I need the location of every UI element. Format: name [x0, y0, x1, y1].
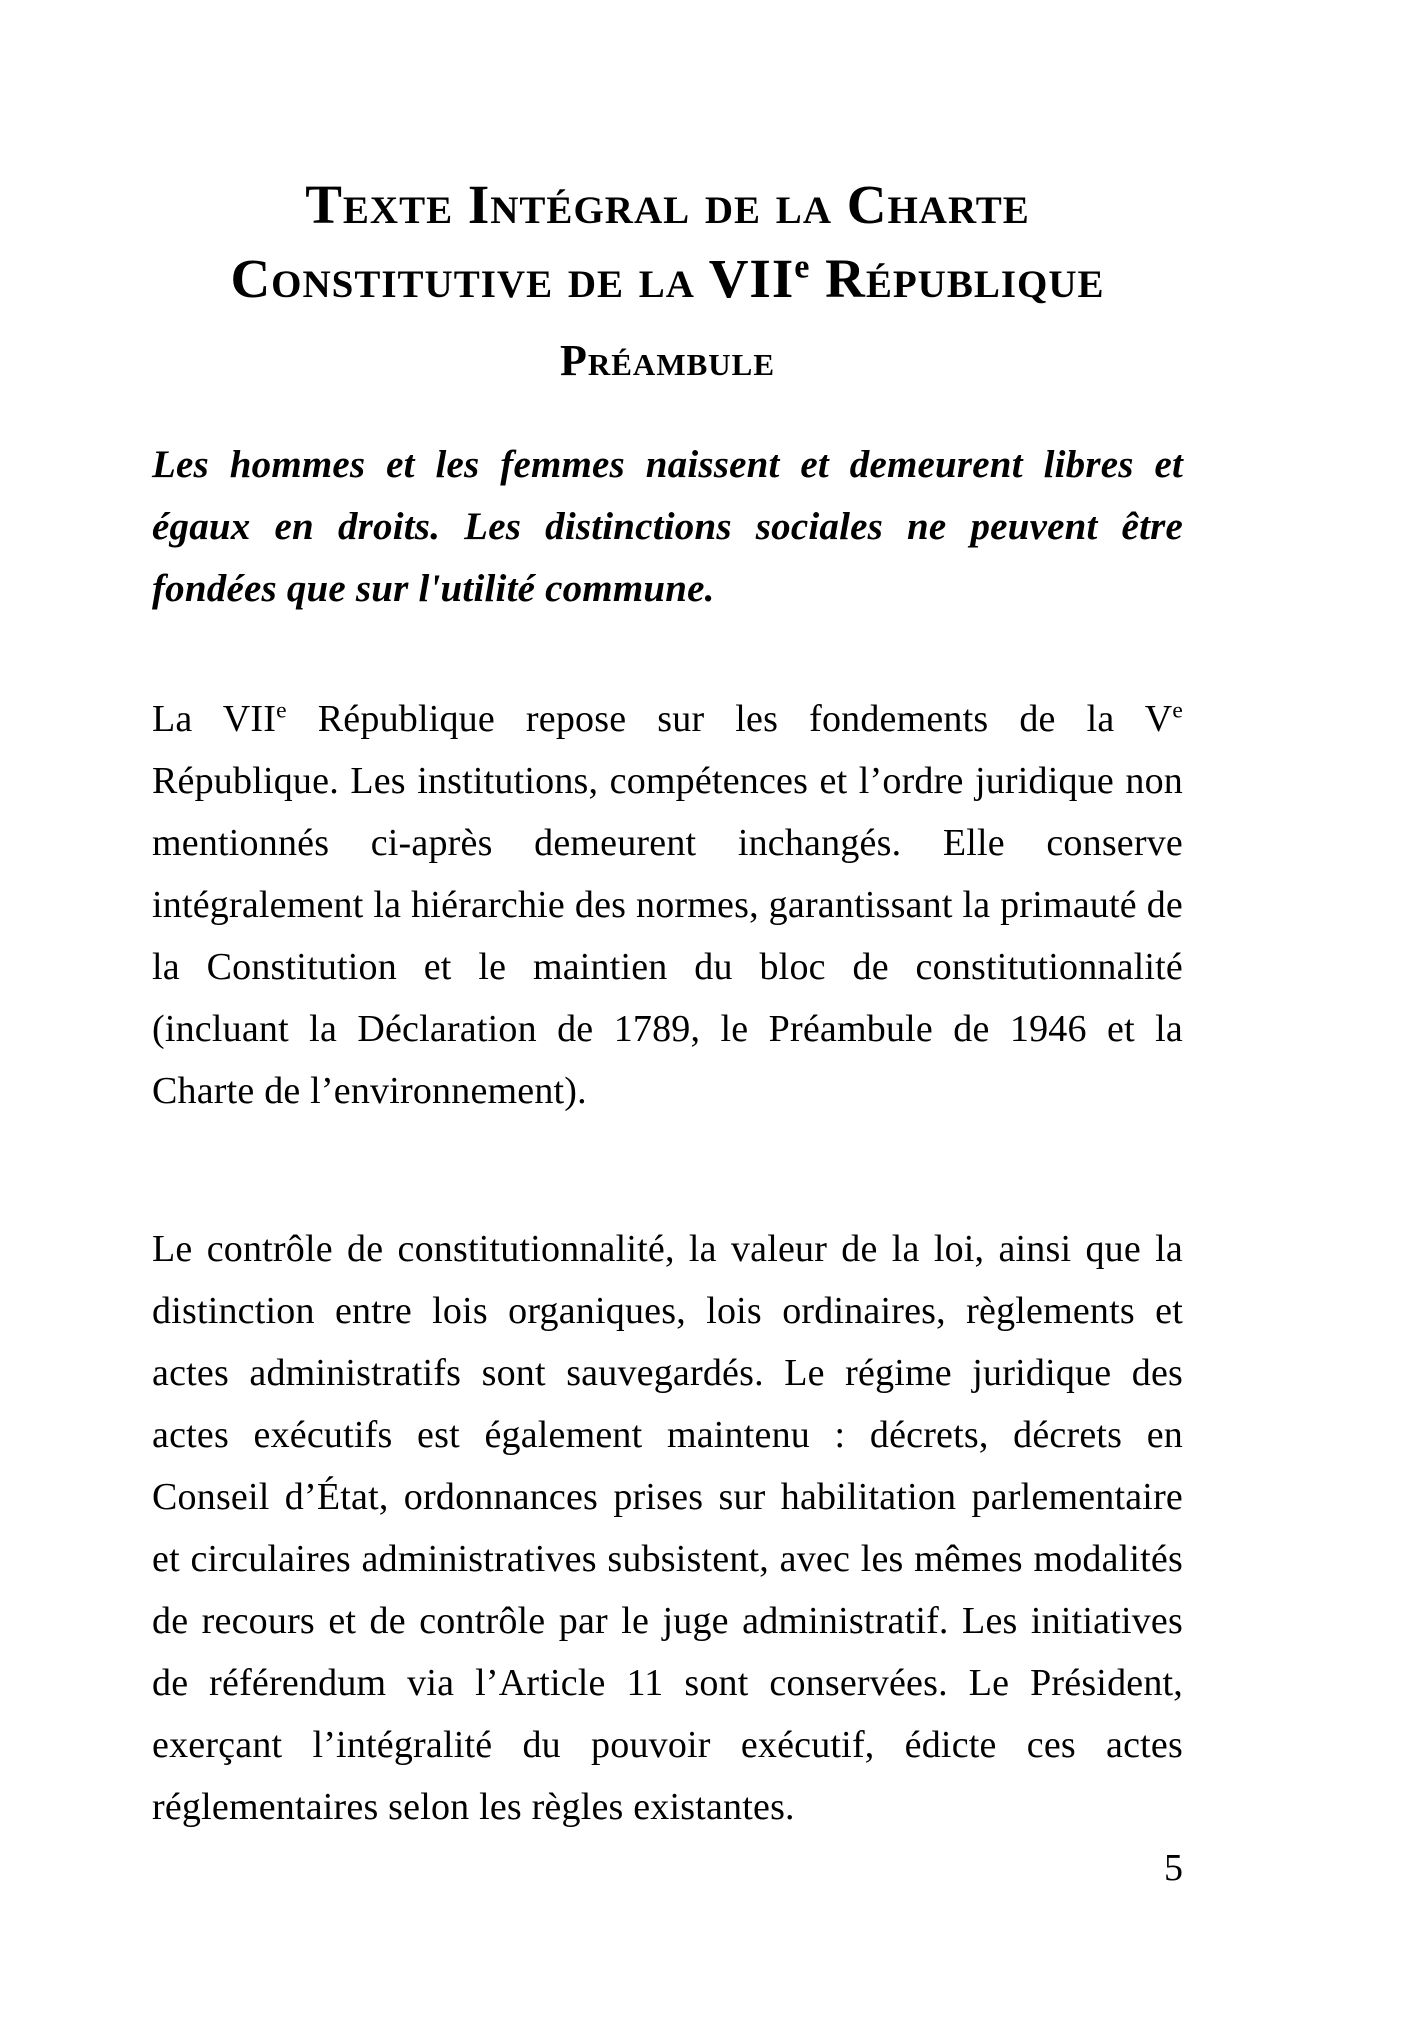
text-run: La VII	[152, 698, 277, 740]
text-block	[152, 0, 1183, 1838]
text-run: République	[810, 248, 1105, 309]
ordinal-superscript: e	[794, 248, 811, 286]
text-run: République. Les institutions, compétences et l’ordre juridique non mentionnés ci-après demeurent inchangés. Elle conserve intégralement la hiérarchie des normes, garantissant la primauté de la Constitution et le maintien du bloc de constitutionnalité (incluant la Déclaration de 1789, le Préambule de 1946 et la Charte de l’environnement).	[152, 760, 1183, 1112]
preamble-quote: Les hommes et les femmes naissent et demeurent libres et égaux en droits. Les distinctions sociales ne peuvent être fondées que sur l'utilité commune.	[152, 443, 1183, 610]
document-title	[152, 168, 1183, 316]
body-paragraph-1	[152, 688, 1183, 1122]
title-line-2	[152, 242, 1183, 316]
text-run: République repose sur les fondements de la V	[286, 698, 1173, 740]
ordinal-superscript: e	[1172, 697, 1184, 724]
ordinal-superscript: e	[276, 697, 287, 724]
page-number: 5	[1164, 1847, 1183, 1889]
section-heading-preambule: Préambule	[559, 336, 775, 385]
text-run: Texte Intégral de la Charte	[305, 174, 1030, 235]
title-line-1	[152, 168, 1183, 242]
body-paragraph-2	[152, 1218, 1183, 1838]
text-run: Constitutive de la VII	[230, 248, 795, 309]
text-run: Le contrôle de constitutionnalité, la valeur de la loi, ainsi que la distinction entre lois organiques, lois ordinaires, règlements et actes administratifs sont sauvegardés. Le régime juridique des actes exécutifs est également maintenu : décrets, décrets en Conseil d’État, ordonnances prises sur habilitation parlementaire et circulaires administratives subsistent, avec les mêmes modalités de recours et de contrôle par le juge administratif. Les initiatives de référendum via l’Article 11 sont conservées. Le Président, exerçant l’intégralité du pouvoir exécutif, édicte ces actes réglementaires selon les règles existantes.	[152, 1228, 1183, 1828]
